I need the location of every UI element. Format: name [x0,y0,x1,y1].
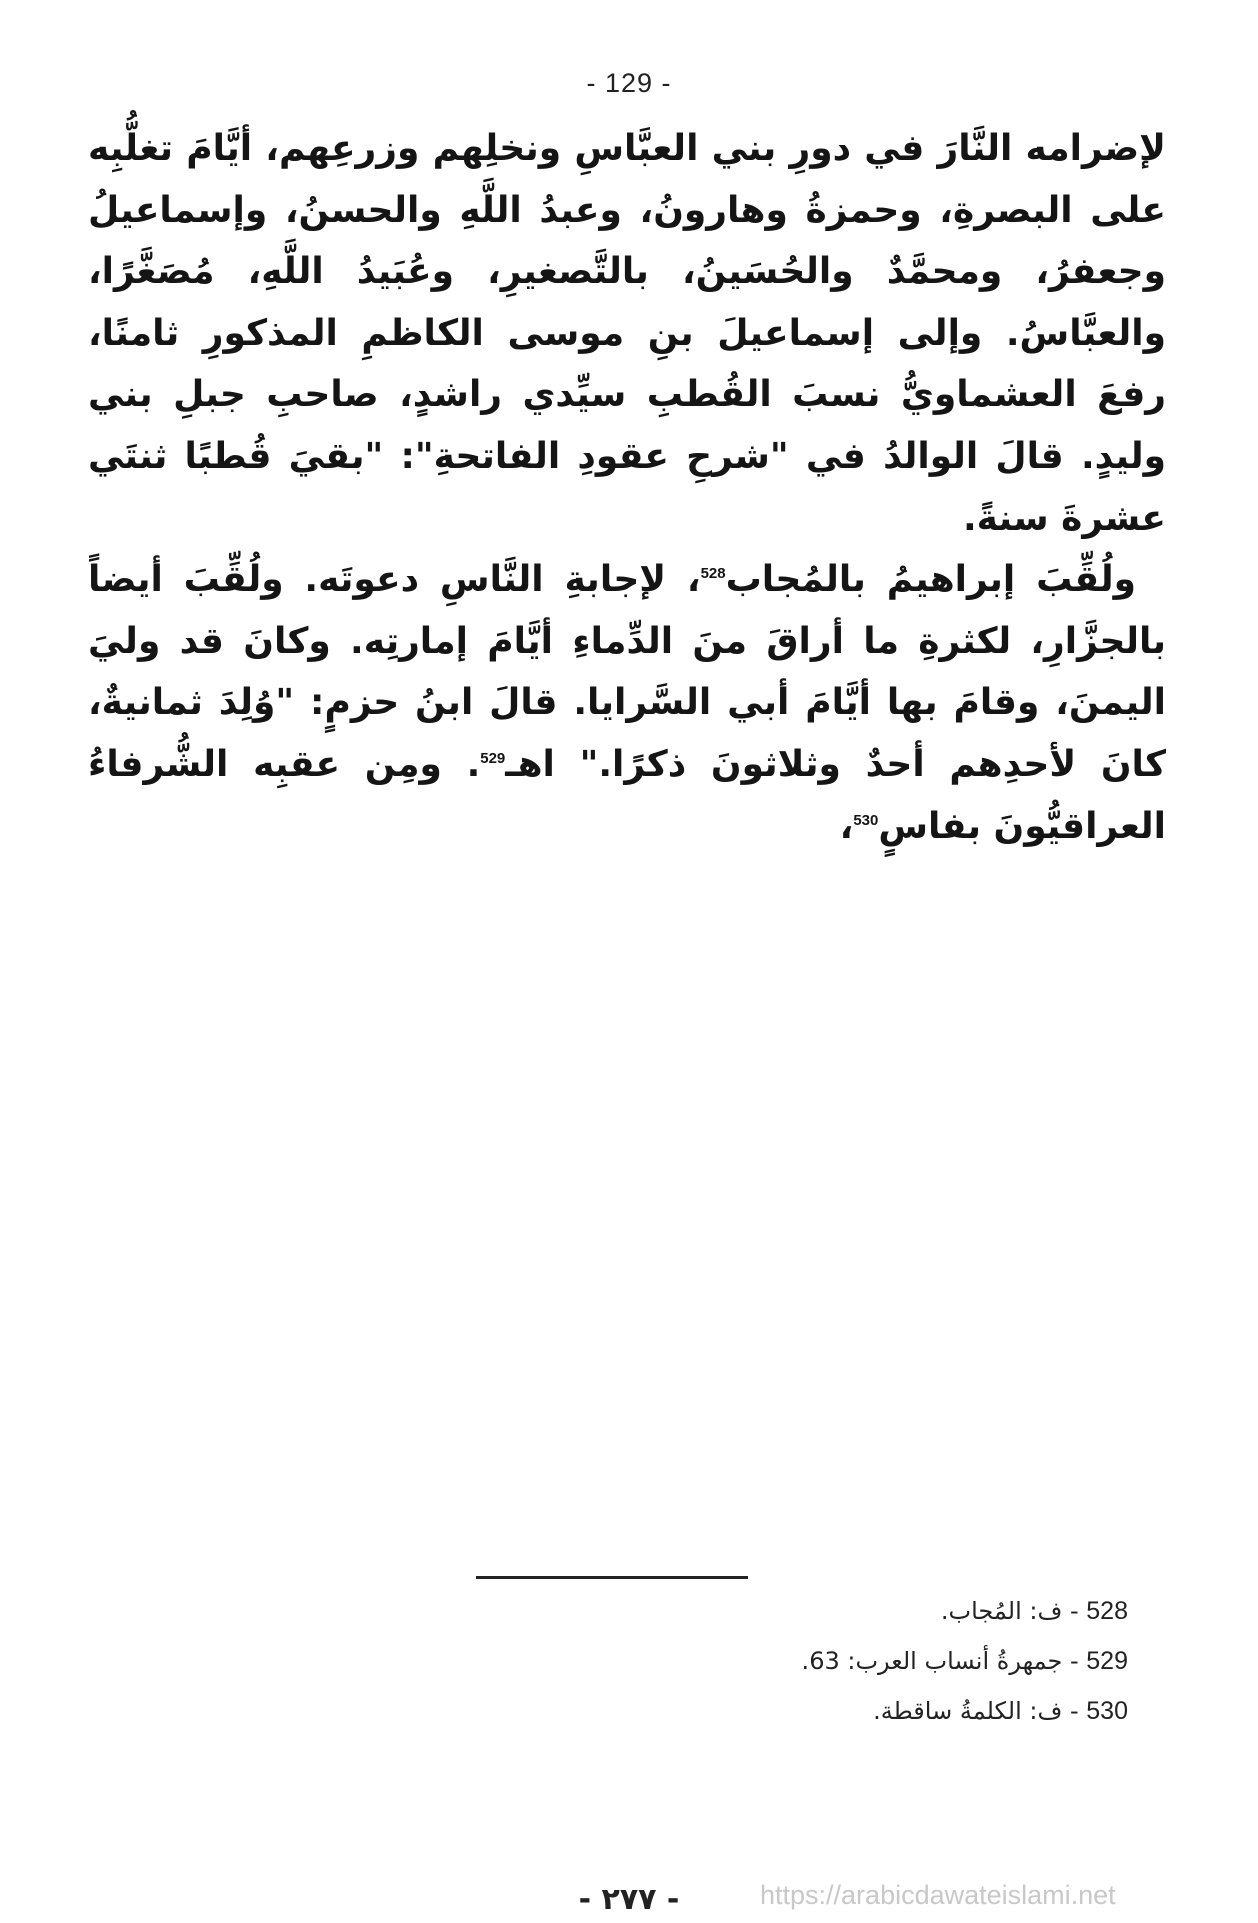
page-number-top: - 129 - [586,68,672,98]
footnote-item [568,1636,1128,1686]
watermark-url: https://arabicdawateislami.net [760,1880,1116,1910]
footnote-dash: - [1062,1697,1087,1725]
footnote-number: 530 [1086,1697,1128,1725]
text-segment: لإضرامه النَّارَ في دورِ بني العبَّاسِ ونخلِهم وزرعِهم، أيَّامَ تغلُّبِه على البصرةِ، وحمزةُ وهارونُ، وعبدُ اللَّهِ والحسنُ، وإسماعيلُ وجعفرُ، ومحمَّدٌ والحُسَينُ، بالتَّصغيرِ، وعُبَيدُ اللَّهِ، مُصَغَّرًا، والعبَّاسُ. وإلى إسماعيلَ بنِ موسى الكاظمِ المذكورِ ثامنًا، رفعَ العشماويُّ نسبَ القُطبِ سيِّدي راشدٍ، صاحبِ جبلِ بني وليدٍ. قالَ الوالدُ في "شرحِ عقودِ الفاتحةِ": "بقيَ قُطبًا ثنتَي عشرةَ سنةً. [88,128,1166,539]
text-segment: ، [839,805,854,847]
footnote-ref[interactable]: 528 [700,565,726,583]
footnote-item [568,1686,1128,1736]
main-text [88,118,1166,857]
text-segment: ولُقِّبَ إبراهيمُ بالمُجاب [725,559,1136,601]
footnote-text: ف: الكلمةُ ساقطة. [873,1697,1063,1725]
footnote-text: جمهرةُ أنساب العرب: 63. [801,1647,1063,1675]
footnote-dash: - [1062,1597,1087,1625]
footnote-ref[interactable]: 530 [853,811,879,829]
paragraph [88,118,1166,549]
footnote-ref[interactable]: 529 [480,749,506,767]
paragraph [88,549,1166,857]
footnote-dash: - [1062,1647,1087,1675]
footnote-separator [476,1576,748,1579]
text-segment: ، لإجابةِ النَّاسِ دعوتَه. ولُقِّبَ أيضاً بالجزَّارِ، لكثرةِ ما أراقَ منَ الدِّماءِ أيَّامَ إمارتِه. وكانَ قد وليَ اليمنَ، وقامَ بها أيَّامَ أبي السَّرايا. قالَ ابنُ حزمٍ: "وُلِدَ ثمانيةٌ، كانَ لأحدِهم أحدٌ وثلاثونَ ذكرًا." اهـ [88,559,1166,785]
text-segment: . ومِن عقبِه الشُّرفاءُ العراقيُّونَ بفاسٍ [88,743,1166,847]
footnote-item [568,1586,1128,1636]
footnote-text: ف: المُجاب. [940,1597,1063,1625]
page-number-bottom: - ٢٧٧ - [578,1882,680,1917]
footnotes-section [568,1586,1128,1736]
footnote-number: 529 [1086,1647,1128,1675]
footnote-number: 528 [1086,1597,1128,1625]
